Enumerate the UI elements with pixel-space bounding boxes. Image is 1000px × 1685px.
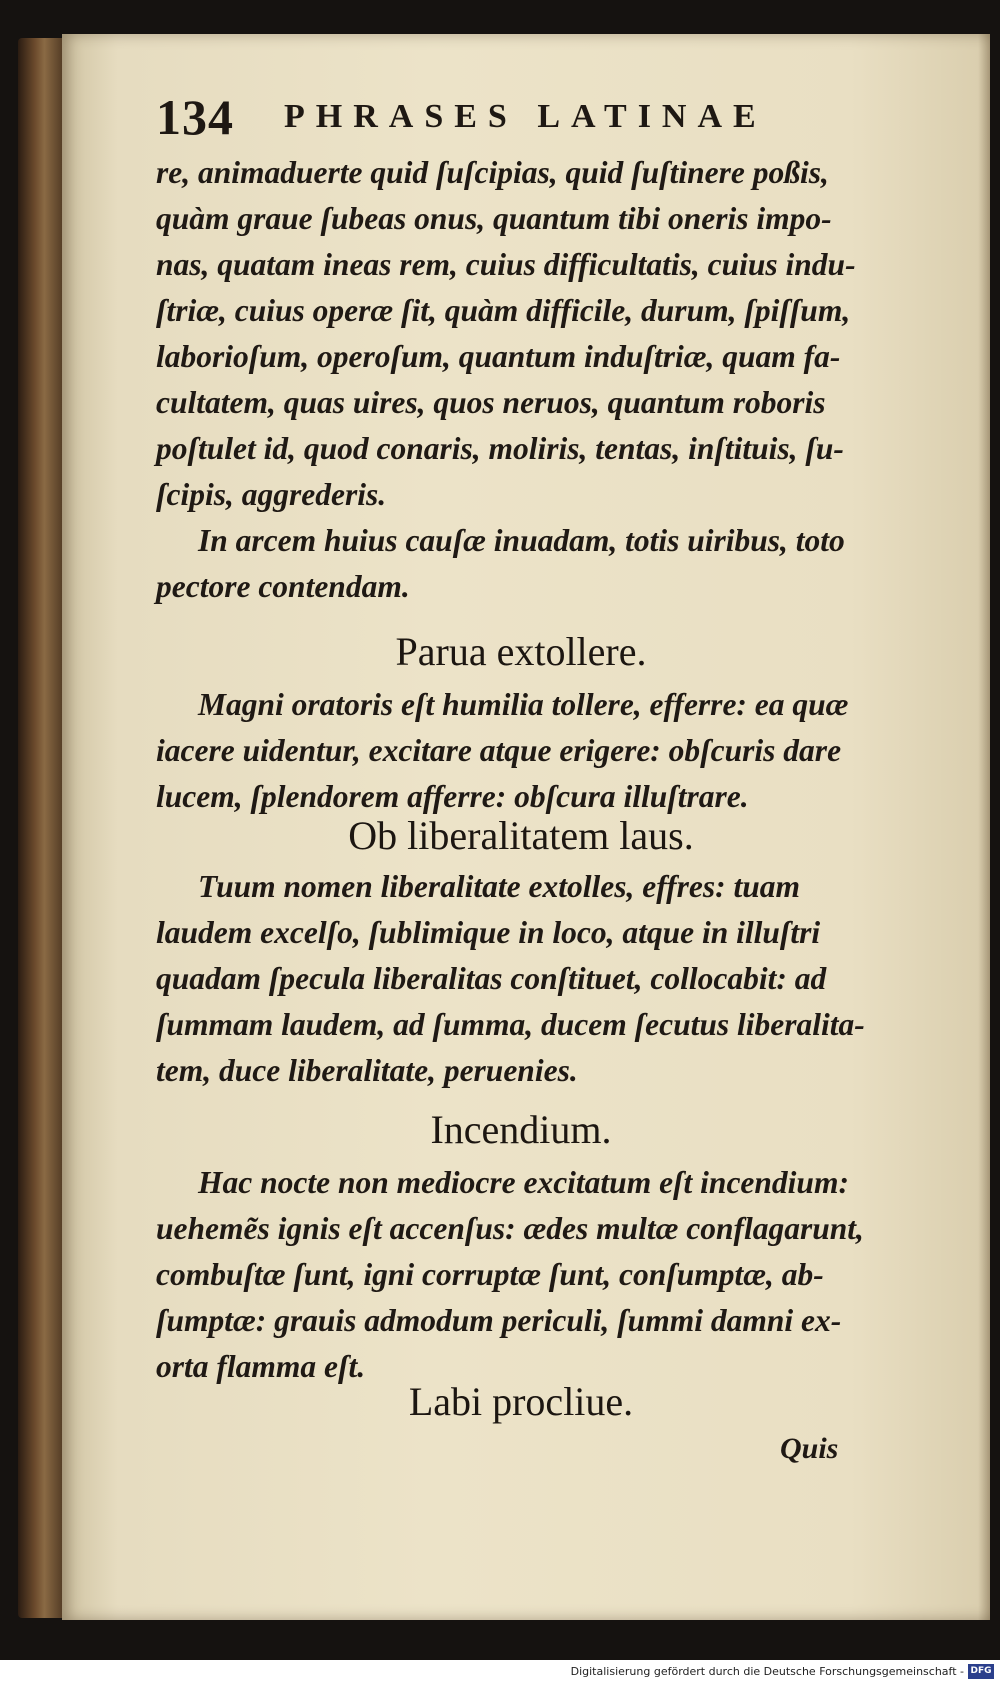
running-title: PHRASES LATINAE: [284, 98, 767, 135]
text-line: quadam ſpecula liberalitas conſtituet, collocabit: ad: [156, 961, 827, 996]
section-heading-parua: Parua extollere.: [395, 629, 647, 674]
text-line: re, animaduerte quid ſuſcipias, quid ſuſtinere poßis,: [156, 155, 829, 190]
text-line: pectore contendam.: [156, 569, 410, 604]
text-line: ſummam laudem, ad ſumma, ducem ſecutus liberalita-: [156, 1007, 865, 1042]
text-line: ſtriæ, cuius operæ ſit, quàm difficile, durum, ſpiſſum,: [156, 293, 851, 328]
text-line: uehemẽs ignis eſt accenſus: ædes multæ conflagarunt,: [156, 1211, 864, 1246]
section-body-incendium: [156, 1160, 886, 1390]
section-heading-incendium: Incendium.: [430, 1107, 612, 1152]
text-line: orta flamma eſt.: [156, 1349, 366, 1384]
text-line: Magni oratoris eſt humilia tollere, efferre: ea quæ: [198, 687, 849, 722]
text-line: iacere uidentur, excitare atque erigere: obſcuris dare: [156, 733, 842, 768]
book-spine: [18, 38, 66, 1618]
section-heading-labi: Labi procliue.: [408, 1379, 634, 1424]
text-line: lucem, ſplendorem afferre: obſcura illuſtrare.: [156, 779, 749, 814]
text-line: laudem excelſo, ſublimique in loco, atque in illuſtri: [156, 915, 821, 950]
text-line: Tuum nomen liberalitate extolles, effres: tuam: [198, 869, 800, 904]
body-block-1: [156, 150, 886, 610]
text-line: quàm graue ſubeas onus, quantum tibi oneris impo-: [156, 201, 832, 236]
section-body-parua: [156, 682, 886, 820]
text-line: poſtulet id, quod conaris, moliris, tentas, inſtituis, ſu-: [156, 431, 844, 466]
digitization-credit: Digitalisierung gefördert durch die Deutsche Forschungsgemeinschaft -: [570, 1665, 964, 1678]
text-line: nas, quatam ineas rem, cuius difficultatis, cuius indu-: [156, 247, 856, 282]
page-number: 134: [156, 89, 234, 145]
text-line: laborioſum, operoſum, quantum induſtriæ, quam fa-: [156, 339, 841, 374]
text-line: Hac nocte non mediocre excitatum eſt incendium:: [198, 1165, 849, 1200]
catchword: Quis: [780, 1432, 839, 1465]
text-line: tem, duce liberalitate, peruenies.: [156, 1053, 578, 1088]
text-line: ſumptæ: grauis admodum periculi, ſummi damni ex-: [156, 1303, 842, 1338]
text-line: ſcipis, aggrederis.: [156, 477, 387, 512]
dfg-logo-icon: DFG: [968, 1664, 994, 1679]
page-header: [156, 88, 876, 148]
text-line: combuſtæ ſunt, igni corruptæ ſunt, conſumptæ, ab-: [156, 1257, 824, 1292]
text-line: cultatem, quas uires, quos neruos, quantum roboris: [156, 385, 826, 420]
text-line: In arcem huius cauſæ inuadam, totis uiribus, toto: [198, 523, 845, 558]
section-body-liberalitatem: [156, 864, 886, 1094]
page-edge-shadow: [978, 34, 990, 1620]
section-heading-liberalitatem: Ob liberalitatem laus.: [348, 813, 694, 858]
